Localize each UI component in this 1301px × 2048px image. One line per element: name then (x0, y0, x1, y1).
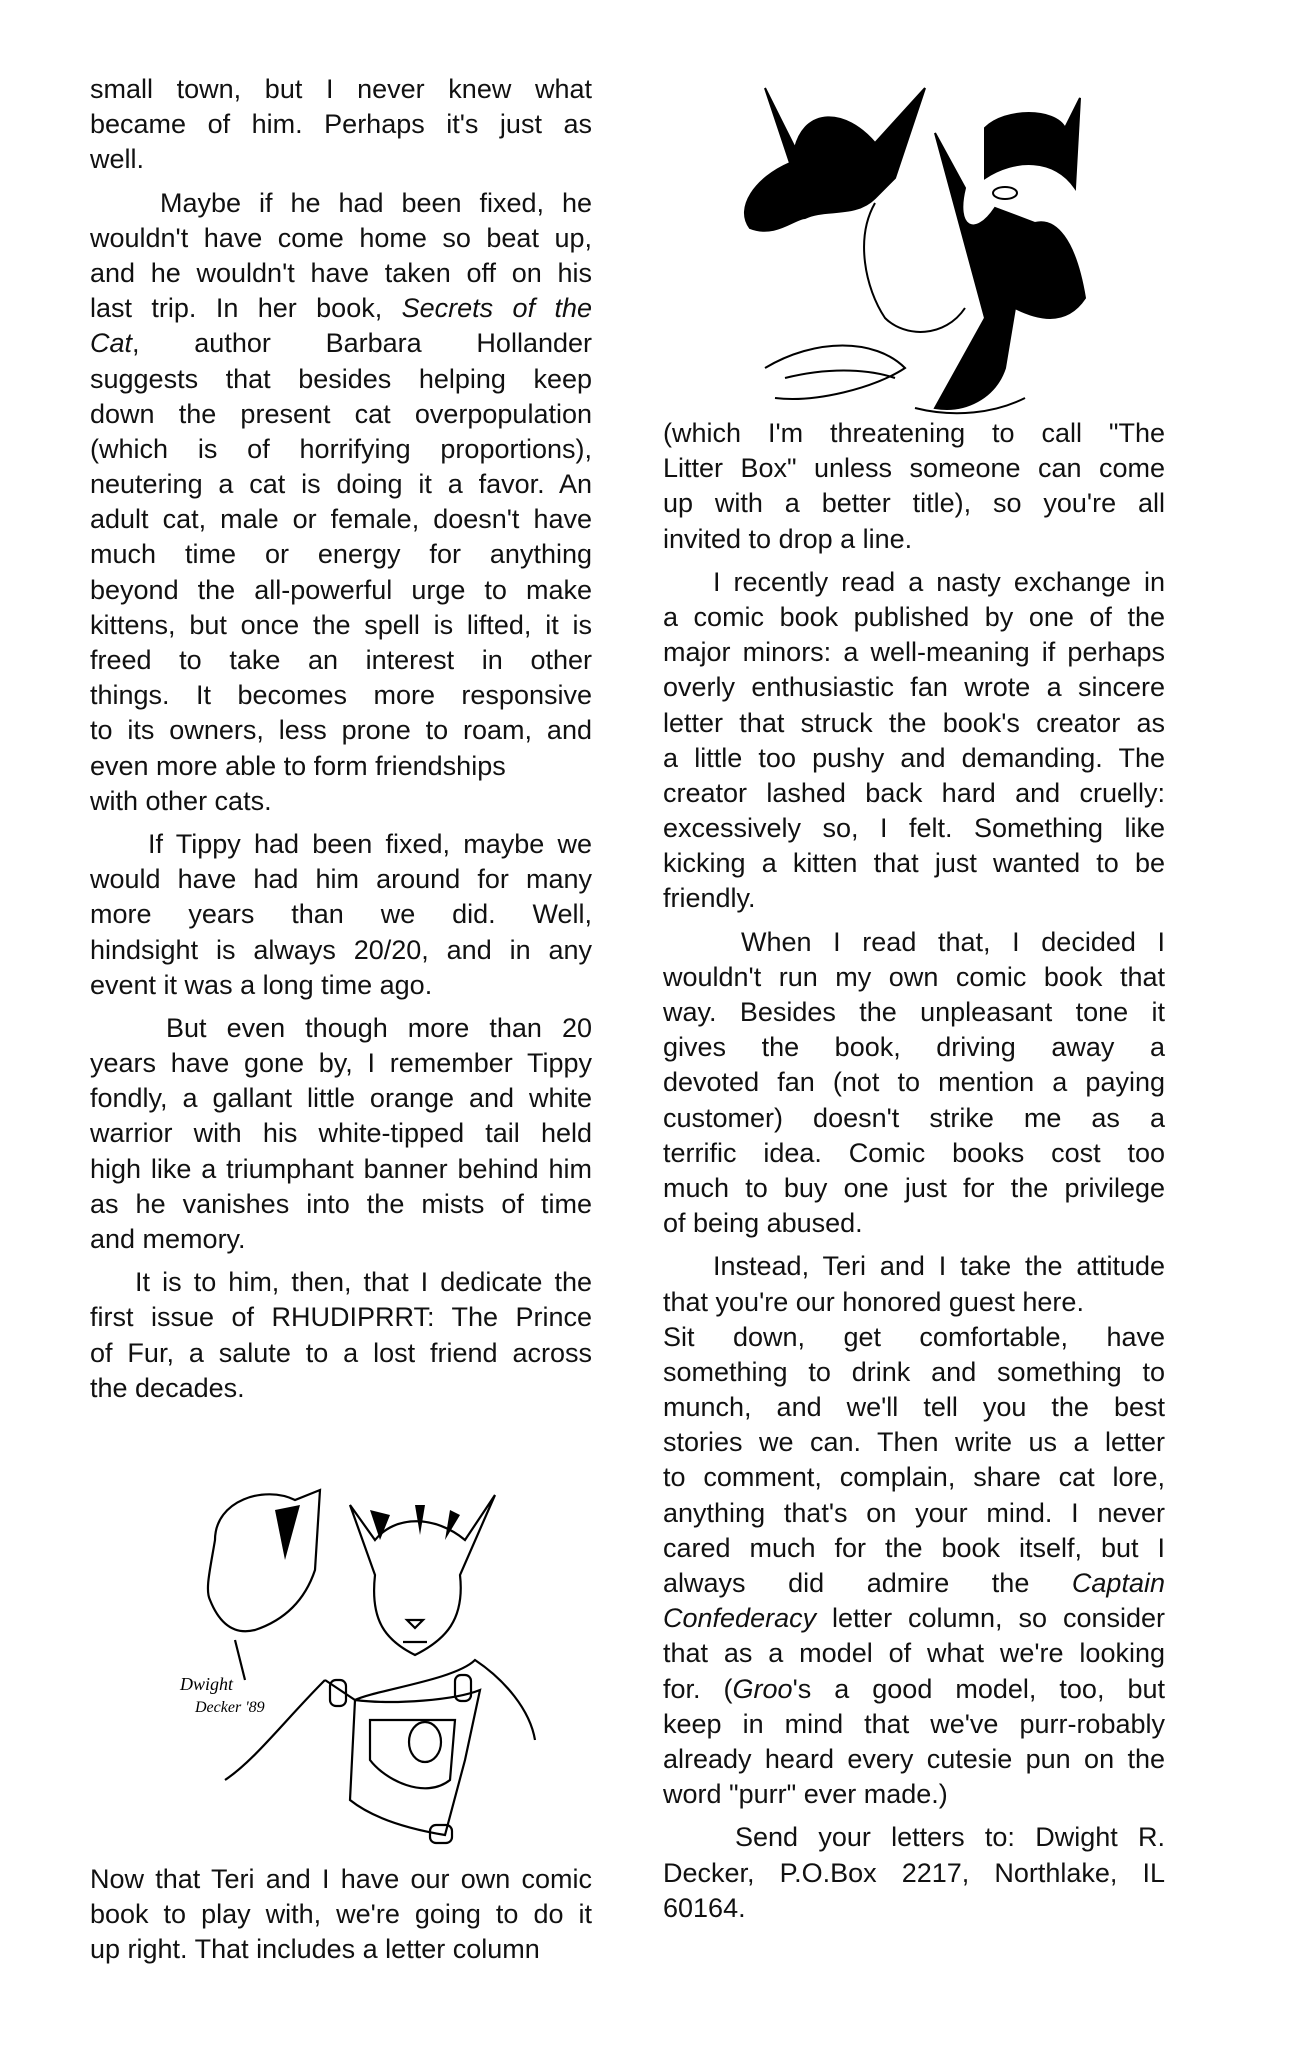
text-line: more years than we did. Well, (90, 899, 592, 930)
text-line: event it was a long time ago. (90, 969, 433, 1000)
text-line: major minors: a well-meaning if perhaps (663, 637, 1165, 668)
illustration-fox-girls (735, 68, 1175, 428)
text-line: wouldn't run my own comic book that (663, 961, 1165, 992)
text-line: When I read that, I decided I (741, 926, 1165, 957)
artist-signature: Dwight (180, 1674, 234, 1694)
text-line: much to buy one just for the privilege (663, 1172, 1165, 1203)
text-line: But even though more than 20 (166, 1012, 592, 1043)
illustration-cat-warrior (175, 1480, 565, 1850)
text-line: letter that struck the book's creator as (663, 707, 1165, 738)
paragraph (663, 416, 1165, 557)
italic-title: Groo (732, 1673, 793, 1704)
text-line: Instead, Teri and I take the attitude (713, 1251, 1165, 1282)
text-line: high like a triumphant banner behind him (90, 1153, 592, 1184)
text-line: Maybe if he had been fixed, he (160, 187, 592, 218)
text-line (663, 1601, 1165, 1636)
text-line: Litter Box" unless someone can come (663, 453, 1165, 484)
text-segment: last trip. In her book, (90, 293, 402, 324)
text-line: to its owners, less prone to roam, and (90, 715, 592, 746)
left-column (90, 72, 592, 1414)
text-line: the decades. (90, 1372, 245, 1403)
paragraph (663, 1820, 1165, 1926)
text-line: up with a better title), so you're all (663, 488, 1165, 519)
text-line: years have gone by, I remember Tippy (90, 1048, 592, 1079)
text-line: Now that Teri and I have our own comic (90, 1864, 592, 1894)
text-line: invited to drop a line. (663, 523, 913, 554)
text-line: cared much for the book itself, but I (663, 1532, 1165, 1563)
text-line: Decker, P.O.Box 2217, Northlake, IL (663, 1857, 1165, 1888)
text-segment: , author Barbara Hollander (132, 328, 592, 359)
text-line: to comment, complain, share cat lore, (663, 1462, 1165, 1493)
text-line: book to play with, we're going to do it (90, 1899, 592, 1930)
text-line: neutering a cat is doing it a favor. An (90, 469, 592, 500)
text-line: hindsight is always 20/20, and in any (90, 934, 592, 965)
paragraph (663, 1249, 1165, 1812)
text-segment: letter column, so consider (816, 1603, 1165, 1634)
text-line: suggests that besides helping keep (90, 363, 592, 394)
paragraph (90, 827, 592, 1003)
text-segment: always did admire the (663, 1568, 1072, 1598)
text-line (90, 291, 592, 326)
text-line: things. It becomes more responsive (90, 680, 592, 711)
text-line: and memory. (90, 1224, 246, 1254)
text-line: even more able to form friendships (90, 750, 506, 781)
right-column (663, 416, 1165, 1934)
text-segment: for. ( (663, 1673, 733, 1704)
text-line (663, 1672, 1165, 1707)
artist-signature-date: Decker '89 (195, 1699, 265, 1716)
text-line: of Fur, a salute to a lost friend across (90, 1337, 592, 1368)
italic-title: Confederacy (663, 1603, 817, 1634)
text-line: 60164. (663, 1892, 746, 1923)
text-line: beyond the all-powerful urge to make (90, 574, 592, 605)
italic-title: Secrets of the (401, 293, 593, 324)
text-line: word "purr" ever made.) (663, 1779, 948, 1810)
text-line: warrior with his white-tipped tail held (90, 1118, 592, 1149)
text-line: friendly. (663, 883, 756, 914)
text-line: small town, but I never knew what (90, 74, 592, 104)
italic-title: Cat (90, 328, 133, 359)
text-line: became of him. Perhaps it's just as (90, 109, 592, 140)
text-line: gives the book, driving away a (663, 1032, 1165, 1063)
text-line: much time or energy for anything (90, 539, 592, 570)
italic-title: Captain (1071, 1568, 1165, 1598)
text-line: (which is of horrifying proportions), (90, 433, 592, 464)
text-line (663, 1566, 1165, 1601)
text-line: a little too pushy and demanding. The (663, 742, 1165, 773)
text-line: and he wouldn't have taken off on his (90, 257, 592, 288)
text-line: overly enthusiastic fan wrote a sincere (663, 672, 1165, 703)
text-line: I recently read a nasty exchange in (713, 566, 1165, 597)
text-line: of being abused. (663, 1208, 863, 1239)
text-line: would have had him around for many (90, 864, 592, 895)
text-line: devoted fan (not to mention a paying (663, 1067, 1165, 1098)
text-line: keep in mind that we've purr-robably (663, 1708, 1165, 1739)
text-line: a comic book published by one of the (663, 601, 1165, 632)
paragraph (90, 1862, 592, 1968)
text-line: that you're our honored guest here. (663, 1286, 1084, 1317)
text-line: creator lashed back hard and cruelly: (663, 777, 1165, 808)
text-line: terrific idea. Comic books cost too (663, 1137, 1165, 1168)
paragraph (90, 72, 592, 178)
text-line (90, 326, 592, 361)
text-line: (which I'm threatening to call "The (663, 418, 1165, 448)
text-line: well. (90, 144, 145, 175)
text-line: as he vanishes into the mists of time (90, 1188, 592, 1219)
text-line: excessively so, I felt. Something like (663, 813, 1165, 844)
paragraph (90, 186, 592, 819)
text-line: stories we can. Then write us a letter (663, 1427, 1165, 1458)
text-line: something to drink and something to (663, 1356, 1165, 1387)
text-line: that as a model of what we're looking (663, 1638, 1165, 1669)
text-line: Send your letters to: Dwight R. (735, 1822, 1165, 1853)
text-line: up right. That includes a letter column (90, 1934, 540, 1965)
paragraph (90, 1265, 592, 1406)
left-column-bottom (90, 1862, 592, 1976)
text-line: first issue of RHUDIPRRT: The Prince (90, 1302, 592, 1333)
text-line: customer) doesn't strike me as a (663, 1102, 1165, 1133)
text-line: freed to take an interest in other (90, 645, 592, 675)
text-line: wouldn't have come home so beat up, (90, 222, 592, 253)
text-line: down the present cat overpopulation (90, 398, 592, 429)
text-line: kicking a kitten that just wanted to be (663, 848, 1165, 879)
text-line: adult cat, male or female, doesn't have (90, 504, 592, 535)
paragraph (663, 925, 1165, 1242)
text-line: with other cats. (90, 785, 272, 816)
text-line: already heard every cutesie pun on the (663, 1743, 1165, 1774)
text-line: fondly, a gallant little orange and white (90, 1083, 592, 1114)
text-segment: 's a good model, too, but (792, 1673, 1165, 1704)
text-line: It is to him, then, that I dedicate the (135, 1267, 592, 1298)
paragraph (90, 1011, 592, 1257)
text-line: kittens, but once the spell is lifted, it is (90, 609, 592, 640)
text-line: Sit down, get comfortable, have (663, 1321, 1165, 1352)
text-line: way. Besides the unpleasant tone it (663, 997, 1165, 1027)
paragraph (663, 565, 1165, 917)
text-line: anything that's on your mind. I never (663, 1497, 1165, 1528)
text-line: munch, and we'll tell you the best (663, 1392, 1165, 1423)
text-line: If Tippy had been fixed, maybe we (148, 828, 592, 859)
